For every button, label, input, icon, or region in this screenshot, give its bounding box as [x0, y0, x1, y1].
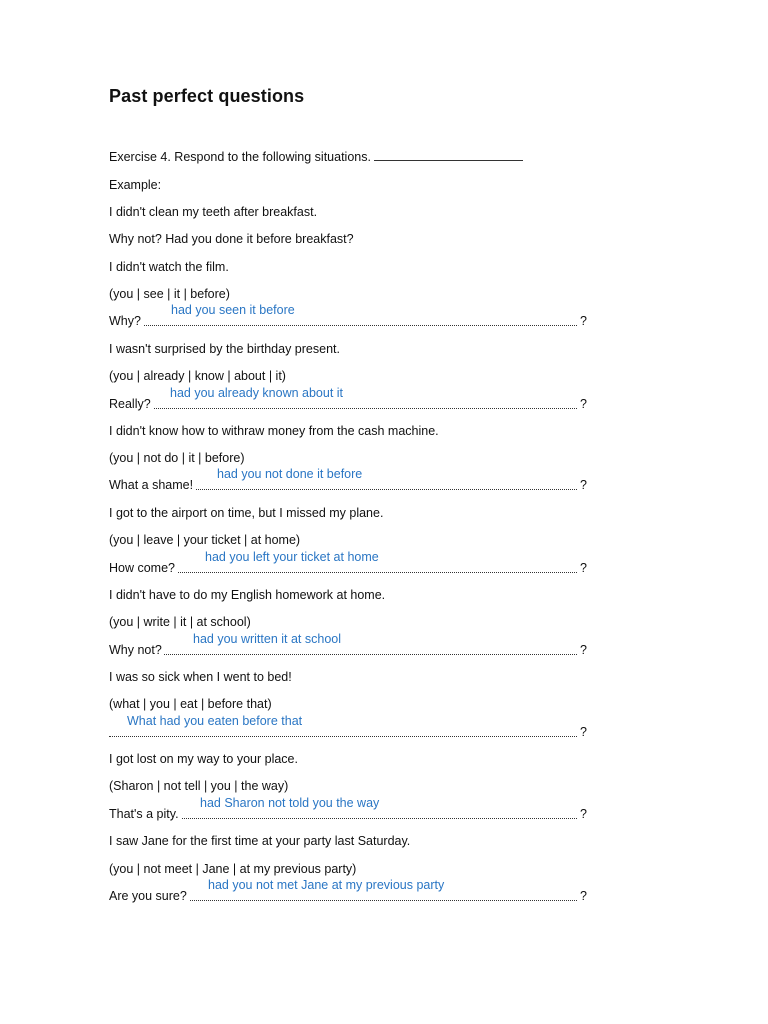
situation-2: I wasn't surprised by the birthday present. — [109, 342, 340, 356]
situation-8: I saw Jane for the first time at your party last Saturday. — [109, 834, 411, 848]
prompt-3: (you | not do | it | before) — [109, 451, 245, 465]
prompt-1: (you | see | it | before) — [109, 287, 230, 301]
prompt-4: (you | leave | your ticket | at home) — [109, 533, 301, 547]
question-mark-6: ? — [580, 725, 587, 739]
situation-6: I was so sick when I went to bed! — [109, 670, 292, 684]
answer-prefix-4: How come? — [109, 561, 175, 575]
answer-prefix-3: What a shame! — [109, 478, 194, 492]
question-mark-4: ? — [580, 561, 587, 575]
answer-text-8[interactable]: had you not met Jane at my previous party — [208, 878, 445, 892]
answer-prefix-2: Really? — [109, 397, 151, 411]
answer-text-6[interactable]: What had you eaten before that — [127, 714, 303, 728]
answer-prefix-7: That's a pity. — [109, 807, 179, 821]
question-mark-7: ? — [580, 807, 587, 821]
page-title: Past perfect questions — [109, 86, 305, 106]
example-label: Example: — [109, 178, 162, 192]
answer-row-2 — [109, 386, 587, 412]
dotted-line-5 — [109, 653, 577, 655]
answer-text-7[interactable]: had Sharon not told you the way — [200, 796, 380, 810]
question-mark-2: ? — [580, 397, 587, 411]
answer-prefix-5: Why not? — [109, 643, 162, 657]
dotted-line-1 — [109, 324, 577, 326]
prompt-5: (you | write | it | at school) — [109, 615, 251, 629]
dotted-line-6 — [109, 735, 577, 737]
answer-row-6 — [109, 714, 587, 740]
answer-row-4 — [109, 550, 587, 576]
question-mark-5: ? — [580, 643, 587, 657]
answer-row-5 — [109, 632, 587, 658]
answer-prefix-1: Why? — [109, 314, 141, 328]
exercise-heading — [109, 149, 523, 165]
answer-row-3 — [109, 467, 587, 493]
example-situation: I didn't clean my teeth after breakfast. — [109, 205, 318, 219]
prompt-6: (what | you | eat | before that) — [109, 697, 272, 711]
example-response: Why not? Had you done it before breakfast? — [109, 232, 354, 246]
answer-text-2[interactable]: had you already known about it — [170, 386, 344, 400]
answer-text-1[interactable]: had you seen it before — [171, 303, 295, 317]
question-mark-3: ? — [580, 478, 587, 492]
question-mark-8: ? — [580, 889, 587, 903]
dotted-line-4 — [109, 571, 577, 573]
answer-prefix-8: Are you sure? — [109, 889, 187, 903]
situation-1: I didn't watch the film. — [109, 260, 229, 274]
situation-4: I got to the airport on time, but I missed my plane. — [109, 506, 384, 520]
exercise-heading-text: Exercise 4. Respond to the following situations. — [109, 150, 371, 164]
answer-row-7 — [109, 796, 587, 822]
answer-text-3[interactable]: had you not done it before — [217, 467, 363, 481]
prompt-7: (Sharon | not tell | you | the way) — [109, 779, 289, 793]
answer-row-1 — [109, 303, 587, 329]
question-mark-1: ? — [580, 314, 587, 328]
answer-text-4[interactable]: had you left your ticket at home — [205, 550, 379, 564]
situation-7: I got lost on my way to your place. — [109, 752, 298, 766]
prompt-2: (you | already | know | about | it) — [109, 369, 286, 383]
situation-5: I didn't have to do my English homework at home. — [109, 588, 386, 602]
situation-3: I didn't know how to withraw money from the cash machine. — [109, 424, 439, 438]
prompt-8: (you | not meet | Jane | at my previous party) — [109, 862, 357, 876]
dotted-line-2 — [109, 407, 577, 409]
name-blank-line — [374, 149, 523, 161]
answer-text-5[interactable]: had you written it at school — [193, 632, 341, 646]
answer-row-8 — [109, 878, 587, 904]
